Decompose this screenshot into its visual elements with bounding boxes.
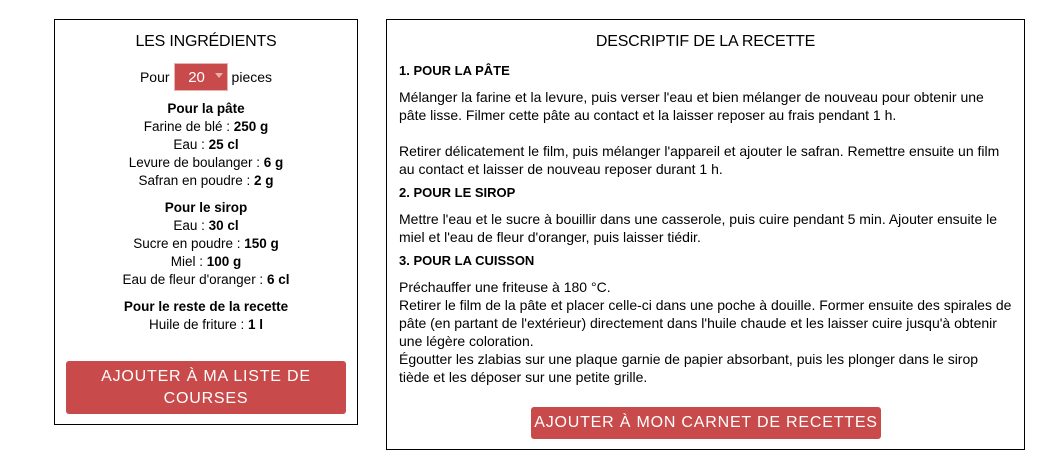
group-title: Pour la pâte [167,101,245,116]
servings-suffix: pieces [231,69,273,85]
group-title: Pour le sirop [164,200,248,215]
servings-row [55,63,357,91]
step-title: 2. POUR LE SIROP [399,185,516,200]
step-paragraph: Préchauffer une friteuse à 180 °C. [399,279,611,295]
ingredient-qty: 30 cl [208,218,239,233]
ingredient-item [55,136,357,154]
ingredient-item [55,271,357,289]
servings-select[interactable] [174,63,228,91]
ingredient-name: Eau : [173,137,209,152]
step-paragraph: Retirer délicatement le film, puis mélanger l'appareil et ajouter le safran. Remettre ensuite un film au contact et laisser de nouveau reposer durant 1 h. [399,143,1000,177]
chevron-down-icon [215,73,223,78]
ingredient-item [55,154,357,172]
ingredient-qty: 6 g [263,155,284,170]
servings-value: 20 [188,68,205,86]
step-paragraph: Retirer le film de la pâte et placer celle-ci dans une poche à douille. Former ensuite des spirales de pâte (en partant de l'extérieur) directement dans l'huile chaude et les laisser cuire jusqu'à obtenir une légère coloration. [399,297,1012,349]
ingredient-name: Levure de boulanger : [128,155,264,170]
step-paragraph: Mettre l'eau et le sucre à bouillir dans une casserole, puis cuire pendant 5 min. Ajouter ensuite le miel et l'eau de fleur d'oranger, puis laisser tiédir. [399,211,998,245]
ingredient-qty: 2 g [254,173,274,188]
ingredient-qty: 150 g [244,236,279,251]
ingredient-qty: 6 cl [266,272,290,287]
ingredient-item [55,172,357,190]
step-title: 3. POUR LA CUISSON [399,253,535,268]
ingredient-name: Miel : [170,254,207,269]
ingredient-item [55,316,357,334]
ingredient-name: Farine de blé : [143,119,234,134]
ingredients-panel [54,19,358,425]
ingredient-qty: 250 g [233,119,269,134]
ingredient-item [55,253,357,271]
ingredient-group-reste [55,298,357,334]
ingredient-name: Sucre en poudre : [133,236,245,251]
servings-prefix: Pour [139,69,170,85]
ingredient-item [55,118,357,136]
ingredient-name: Eau : [173,218,209,233]
ingredient-name: Huile de friture : [148,317,249,332]
ingredient-name: Eau de fleur d'oranger : [122,272,267,287]
recipe-title: DESCRIPTIF DE LA RECETTE [595,33,816,50]
step-paragraph: Mélanger la farine et la levure, puis verser l'eau et bien mélanger de nouveau pour obtenir une pâte lisse. Filmer cette pâte au contact et la laisser reposer au frais pendant 1 h. [399,89,984,123]
ingredient-group-pate [55,100,357,190]
group-title: Pour le reste de la recette [123,299,289,314]
recipe-panel [386,19,1025,450]
ingredient-qty: 100 g [206,254,242,269]
ingredient-group-sirop [55,199,357,289]
step-paragraph: Égoutter les zlabias sur une plaque garnie de papier absorbant, puis les plonger dans le sirop tiède et les déposer sur une petite grille. [399,351,979,385]
add-to-shopping-list-button[interactable]: AJOUTER À MA LISTE DE COURSES [66,361,346,414]
step-title: 1. POUR LA PÂTE [399,63,510,78]
add-to-recipe-book-button[interactable]: AJOUTER À MON CARNET DE RECETTES [531,407,881,439]
ingredient-qty: 1 l [248,317,264,332]
ingredient-name: Safran en poudre : [138,173,255,188]
ingredients-title: LES INGRÉDIENTS [135,33,277,50]
ingredient-qty: 25 cl [208,137,239,152]
ingredient-item [55,217,357,235]
ingredient-item [55,235,357,253]
